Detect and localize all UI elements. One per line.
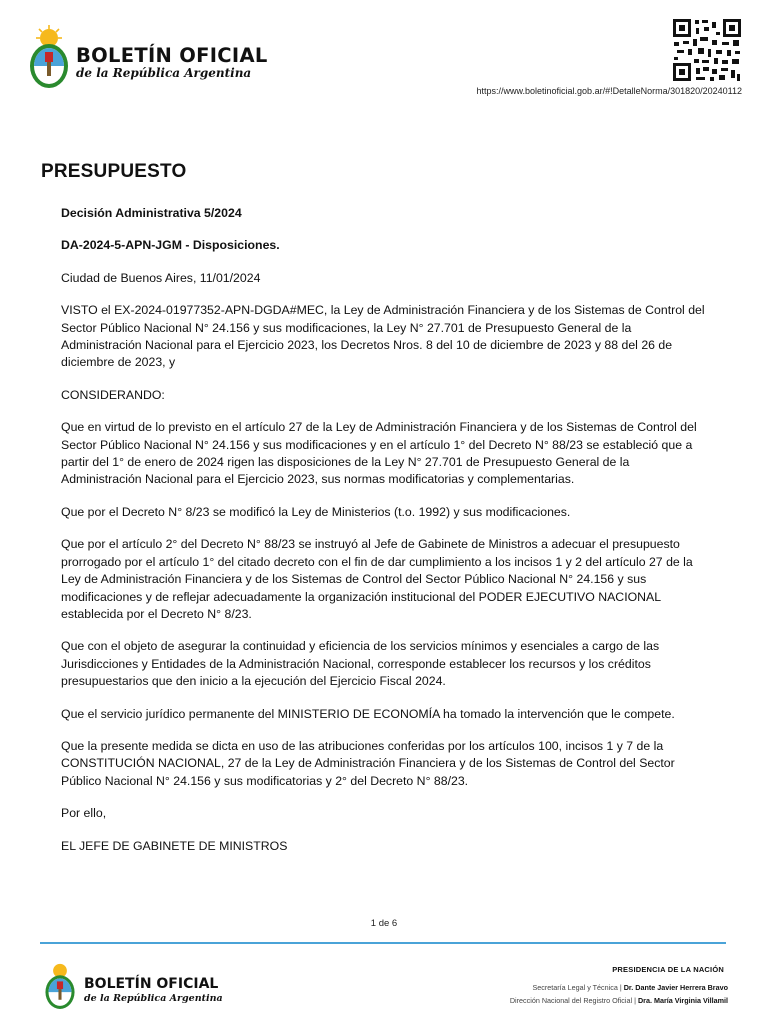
coat-of-arms-icon — [26, 24, 72, 92]
footer-separator: | — [634, 996, 636, 1005]
footer-official-name: Dra. María Virginia Villamil — [637, 996, 728, 1005]
paragraph: Que la presente medida se dicta en uso de las atribuciones conferidas por los artículos 100, incisos 1 y 7 de la CONSTITUCIÓN NACIONAL, 27 de la Ley de Administración Financiera y de los Sistemas de Control del Sector Público Nacional N° 24.156 y sus modificatorias y 2° del Decreto N° 88/23. — [61, 738, 675, 788]
brand-subtitle: de la República Argentina — [76, 66, 252, 80]
brand-title: BOLETÍN OFICIAL — [76, 44, 268, 67]
section-title: PRESUPUESTO — [41, 161, 187, 182]
footer-row-legal — [532, 983, 728, 992]
document-reference: DA-2024-5-APN-JGM - Disposiciones. — [61, 238, 280, 253]
place-date: Ciudad de Buenos Aires, 11/01/2024 — [61, 270, 261, 285]
footer-row-registry — [510, 996, 728, 1005]
paragraph-visto: VISTO el EX-2024-01977352-APN-DGDA#MEC, la Ley de Administración Financiera y de los Sistemas de Control del Sector Público Nacional N° 24.156 y sus modificaciones, la Ley N° 27.701 de Presupuesto General de la Administración Nacional para el Ejercicio 2023, los Decretos Nros. 8 del 10 de diciembre de 2023 y 88 del 26 de diciembre de 2023, y — [61, 303, 705, 370]
paragraph: Que por el artículo 2° del Decreto N° 88/23 se instruyó al Jefe de Gabinete de Ministros a adecuar el presupuesto prorrogado por el artículo 1° del citado decreto con el fin de dar cumplimiento a los incisos 1 y 2 del artículo 27 de la Ley de Administración Financiera y de los Sistemas de Control del Sector Público Nacional N° 24.156 y sus modificaciones y de reflejar adecuadamente la organización institucional del PODER EJECUTIVO NACIONAL establecida por el Decreto N° 8/23. — [61, 537, 693, 621]
paragraph-considerando: CONSIDERANDO: — [61, 387, 165, 402]
paragraph-por-ello: Por ello, — [61, 806, 107, 821]
document-body — [61, 205, 711, 870]
coat-of-arms-icon — [42, 960, 78, 1012]
paragraph: Que en virtud de lo previsto en el artículo 27 de la Ley de Administración Financiera y de los Sistemas de Control del Sector Público Nacional N° 24.156 y sus modificaciones y en el artículo 1° del Decreto N° 88/23 se estableció que a partir del 1° de enero de 2024 rigen las disposiciones de la Ley N° 27.701 de Presupuesto General de la Administración Nacional para el Ejercicio 2023, sus normas modificatorias y complementarias. — [61, 420, 697, 487]
presidency-label: PRESIDENCIA DE LA NACIÓN — [612, 965, 724, 974]
document-url[interactable]: https://www.boletinoficial.gob.ar/#!DetalleNorma/301820/20240112 — [476, 86, 742, 96]
paragraph: Que el servicio jurídico permanente del MINISTERIO DE ECONOMÍA ha tomado la intervención que le compete. — [61, 706, 675, 721]
footer-office: Secretaría Legal y Técnica — [532, 983, 618, 992]
decision-title: Decisión Administrativa 5/2024 — [61, 206, 242, 220]
footer-brand-subtitle: de la República Argentina — [84, 993, 223, 1004]
footer-divider — [40, 942, 726, 944]
footer-separator: | — [619, 983, 622, 992]
qr-code-icon — [672, 18, 742, 82]
paragraph-signatory: EL JEFE DE GABINETE DE MINISTROS — [61, 838, 288, 853]
footer-brand-title: BOLETÍN OFICIAL — [84, 976, 219, 992]
footer-official-name: Dr. Dante Javier Herrera Bravo — [623, 983, 728, 992]
paragraph: Que por el Decreto N° 8/23 se modificó la Ley de Ministerios (t.o. 1992) y sus modificaciones. — [61, 504, 571, 519]
footer-office: Dirección Nacional del Registro Oficial — [509, 996, 633, 1005]
paragraph: Que con el objeto de asegurar la continuidad y eficiencia de los servicios mínimos y esenciales a cargo de las Jurisdicciones y Entidades de la Administración Nacional, corresponde establecer los recursos y los créditos presupuestarios que den inicio a la ejecución del Ejercicio Fiscal 2024. — [61, 639, 660, 689]
page-number: 1 de 6 — [370, 918, 398, 929]
